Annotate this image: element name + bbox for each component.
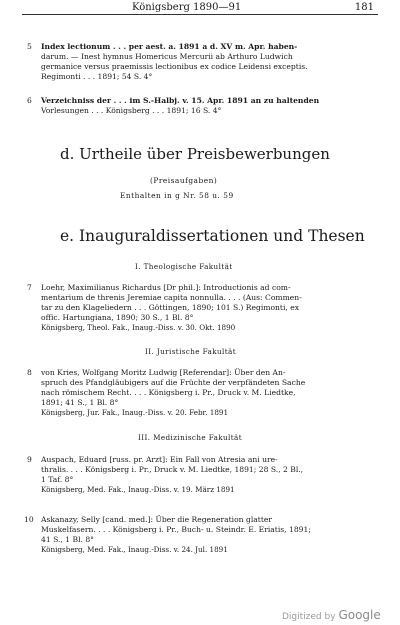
entry-line: offic. Hartungiana, 1890; 30 S., 1 Bl. 8° [41, 313, 194, 322]
entry-line: nach römischem Recht. . . . Königsberg i. Pr., Druck v. M. Liedtke, [41, 388, 296, 397]
faculty-heading: II. Juristische Fakultät [145, 347, 236, 356]
entry-8 [27, 368, 373, 418]
entry-6 [27, 96, 373, 116]
entry-line: spruch des Pfandgläubigers auf die Früchte der verpfändeten Sache [41, 378, 306, 387]
entry-line: Vorlesungen . . . Königsberg . . . 1891; 16 S. 4° [41, 106, 222, 115]
header-title: Königsberg 1890—91 [132, 2, 242, 13]
entry-number: 7 [27, 283, 32, 292]
section-d-subtitle: (Preisaufgaben) [150, 176, 218, 185]
section-d-note: Enthalten in g Nr. 58 u. 59 [120, 191, 234, 200]
entry-number: 5 [27, 42, 32, 51]
entry-line: mentarium de threnis Jeremiae capita nonnulla. . . . (Aus: Commen- [41, 293, 302, 302]
entry-line: tar zu den Klageliedern . . . Göttingen, 1890; 101 S.) Regimonti, ex [41, 303, 300, 312]
entry-line: von Kries, Wolfgang Moritz Ludwig [Referendar]: Über den An- [41, 368, 286, 377]
section-e-title: e. Inauguraldissertationen und Thesen [60, 227, 365, 245]
entry-line: Index lectionum . . . per aest. a. 1891 a d. XV m. Apr. haben- [41, 42, 298, 51]
entry-number: 8 [27, 368, 32, 377]
entry-line: Regimonti . . . 1891; 54 S. 4° [41, 72, 153, 81]
entry-line: Askanazy, Selly [cand. med.]: Über die Regeneration glatter [41, 515, 273, 524]
entry-5 [27, 42, 373, 82]
entry-line: Verzeichniss der . . . im S.-Halbj. v. 15. Apr. 1891 an zu haltenden [41, 96, 320, 105]
entry-7 [27, 283, 373, 333]
entry-dissertation-note: Königsberg, Jur. Fak., Inaug.-Diss. v. 20. Febr. 1891 [41, 408, 229, 417]
entry-line: 1891; 41 S., 1 Bl. 8° [41, 398, 119, 407]
entry-number: 10 [24, 515, 34, 524]
entry-line: Auspach, Eduard [russ. pr. Arzt]: Ein Fall von Atresia ani ure- [41, 455, 278, 464]
watermark-prefix: Digitized by [282, 612, 336, 622]
entry-dissertation-note: Königsberg, Med. Fak., Inaug.-Diss. v. 19. März 1891 [41, 485, 235, 494]
entry-number: 9 [27, 455, 32, 464]
entry-line: darum. — Inest hymnus Homericus Mercurii ab Arthuro Ludwich [41, 52, 293, 61]
entry-line: thralis. . . . Königsberg i. Pr., Druck v. M. Liedtke, 1891; 28 S., 2 Bl., [41, 465, 304, 474]
entry-10 [24, 515, 373, 555]
entry-dissertation-note: Königsberg, Theol. Fak., Inaug.-Diss. v. 30. Okt. 1890 [41, 323, 236, 332]
entry-line: 41 S., 1 Bl. 8° [41, 535, 94, 544]
faculty-heading: III. Medizinische Fakultät [138, 433, 243, 442]
entry-line: Muskelfasern. . . . Königsberg i. Pr., Buch- u. Steindr. E. Eriatis, 1891; [41, 525, 311, 534]
entry-dissertation-note: Königsberg, Med. Fak., Inaug.-Diss. v. 24. Jul. 1891 [41, 545, 228, 554]
entry-9 [27, 455, 373, 495]
entry-line: 1 Taf. 8° [41, 475, 74, 484]
google-logo: Google [338, 608, 381, 622]
entry-line: Loehr, Maximilianus Richardus [Dr phil.]: Introductionis ad com- [41, 283, 291, 292]
faculty-heading: I. Theologische Fakultät [135, 262, 233, 271]
entry-line: germanice versus praemissis lectionibus ex codice Leidensi exceptis. [41, 62, 308, 71]
section-d-title: d. Urtheile über Preisbewerbungen [60, 145, 330, 163]
entry-number: 6 [27, 96, 32, 105]
google-watermark [282, 608, 381, 622]
page-number: 181 [354, 2, 374, 13]
header-rule [22, 14, 378, 15]
running-header [22, 0, 378, 14]
